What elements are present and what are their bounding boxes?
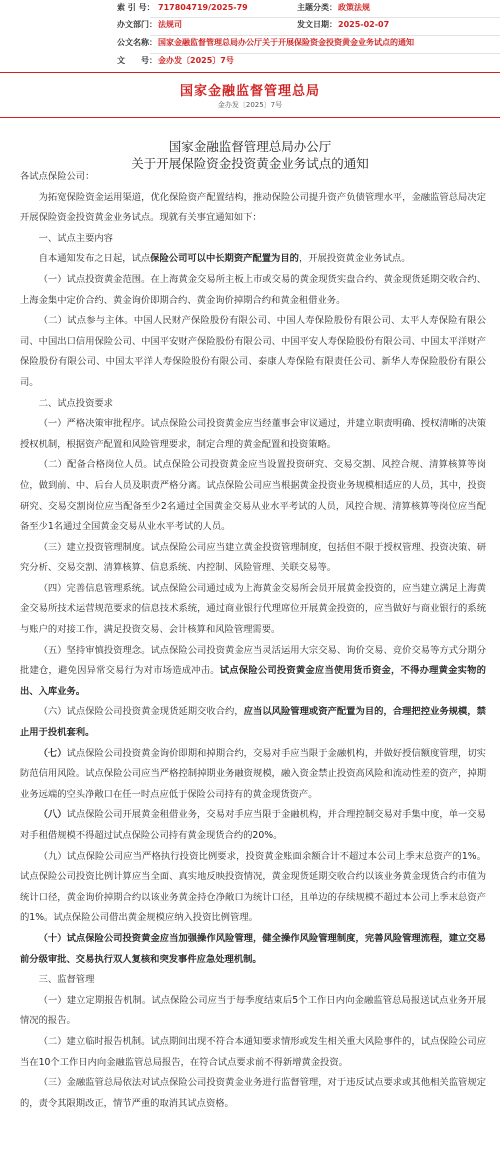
text-run-bold: 试点保险公司投资黄金应当使用货币资金，不得办理黄金实物的出、入库业务。 bbox=[20, 665, 486, 697]
meta-value-number: 金办发〔2025〕7号 bbox=[158, 56, 234, 65]
text-run-bold: 保险公司可以中长期资产配置为目的 bbox=[150, 253, 299, 265]
meta-value-department: 法规司 bbox=[158, 20, 182, 29]
meta-label-category: 主题分类： bbox=[297, 3, 337, 12]
section2-item-7 bbox=[20, 744, 486, 806]
meta-label-index: 索 引 号： bbox=[117, 3, 155, 12]
text-run-bold: （十） bbox=[38, 932, 67, 944]
section2-item-5 bbox=[20, 641, 486, 703]
intro-paragraph: 为拓宽保险资金运用渠道，优化保险资产配置结构，推动保险公司提升资产负债管理水平，金融监管总局决定开展保险资金投资黄金业务试点。现就有关事宜通知如下： bbox=[20, 191, 486, 224]
meta-row-number bbox=[0, 53, 500, 69]
section1-item-1: （一）试点投资黄金范围。在上海黄金交易所主板上市或交易的黄金现货实盘合约、黄金现货延期交收合约、上海金集中定价合约、黄金询价即期合约、黄金询价掉期合约和黄金租借业务。 bbox=[20, 273, 486, 306]
meta-row-name bbox=[0, 35, 500, 51]
meta-value-category: 政策法规 bbox=[338, 3, 370, 12]
section1-item-2: （二）试点参与主体。中国人民财产保险股份有限公司、中国人寿保险股份有限公司、太平人寿保险有限公司、中国出口信用保险公司、中国平安财产保险股份有限公司、中国平安人寿保险股份有限公司、中国太平洋财产保险股份有限公司、中国太平洋人寿保险股份有限公司、泰康人寿保险有限责任公司、新华人寿保险股份有限公司。 bbox=[20, 315, 486, 388]
text-run: （五）坚持审慎投资理念。试点保险公司投资黄金应当灵活运用大宗交易、询价交易、竞价交易等方式分期分批建仓，避免因异常交易行为对市场造成冲击。 bbox=[20, 644, 486, 677]
section-heading-1: 一、试点主要内容 bbox=[38, 232, 113, 244]
doc-number: 金办发〔2025〕7号 bbox=[217, 101, 283, 109]
meta-label-department: 办文部门： bbox=[117, 20, 157, 29]
issuing-org-title: 国家金融监督管理总局 bbox=[179, 84, 320, 99]
text-run-bold: 应当以风险管理或资产配置为目的，合理把控业务规模，禁止用于投机套利。 bbox=[20, 706, 486, 739]
text-run: 试点保险公司投资黄金询价即期和掉期合约，交易对手应当限于金融机构，并做好授信额度管理，切实防范信用风险。试点保险公司应当严格控制掉期业务融资规模，融入资金禁止投资高风险和流动性差的资产，掉期业务远端的空头净敞口在任一时点应低于保险公司持有的黄金现货资产。 bbox=[20, 747, 486, 800]
notice-title-line2: 关于开展保险资金投资黄金业务试点的通知 bbox=[131, 156, 369, 171]
section2-item-8 bbox=[20, 805, 486, 846]
text-run-bold: （七） bbox=[38, 747, 67, 759]
text-run-bold: （八） bbox=[38, 809, 67, 821]
notice-body bbox=[20, 167, 486, 1114]
meta-row-department bbox=[0, 17, 500, 33]
section3-item-2: （二）建立临时报告机制。试点期间出现不符合本通知要求情形或发生相关重大风险事件的，试点保险公司应当在10个工作日内向金融监管总局报告，在符合试点要求前不得新增黄金投资。 bbox=[20, 1035, 486, 1068]
meta-value-name: 国家金融监督管理总局办公厅关于开展保险资金投资黄金业务试点的通知 bbox=[158, 38, 414, 47]
section2-item-10 bbox=[20, 929, 486, 970]
meta-label-date: 发文日期： bbox=[297, 20, 337, 29]
text-run: 试点保险公司开展黄金租借业务，交易对手应当限于金融机构，并合理控制交易对手集中度，单一交易对手租借规模不得超过试点保险公司持有黄金现货合约的20%。 bbox=[20, 809, 486, 841]
section2-item-4: （四）完善信息管理系统。试点保险公司通过成为上海黄金交易所会员开展黄金投资的，应当建立满足上海黄金交易所技术运营规范要求的信息技术系统，通过商业银行代理席位开展黄金投资的，应当做好与商业银行的系统与账户的对接工作，满足投资交易、会计核算和风险管理需要。 bbox=[20, 582, 486, 636]
section2-item-9: （九）试点保险公司应当严格执行投资比例要求，投资黄金账面余额合计不超过本公司上季末总资产的1%。试点保险公司投资比例计算应当全面、真实地反映投资情况，黄金现货延期交收合约以该业务黄金现货合约市值为统计口径，黄金询价掉期合约以该业务黄金持仓净敞口为统计口径，且单边的存续规模不超过本公司上季末总资产的1%。试点保险公司借出黄金规模应纳入投资比例管理。 bbox=[20, 850, 486, 924]
text-run: ，开展投资黄金业务试点。 bbox=[298, 253, 411, 265]
section2-item-2: （二）配备合格岗位人员。试点保险公司投资黄金应当设置投资研究、交易交割、风控合规、清算核算等岗位，做到前、中、后台人员及职责严格分离。试点保险公司应当根据黄金投资业务规模相适应的人员，其中，投资研究、交易交割岗位应当配备至少2名通过全国黄金交易从业水平考试的人员，风控合规、清算核算等岗位应当配备至少1名通过全国黄金交易从业水平考试的人员。 bbox=[20, 459, 486, 533]
section2-item-1: （一）严格决策审批程序。试点保险公司投资黄金应当经董事会审议通过，并建立职责明确、授权清晰的决策授权机制，根据资产配置和风险管理要求，制定合理的黄金配置和投资策略。 bbox=[20, 418, 486, 450]
header-top-rule bbox=[0, 72, 500, 73]
text-run: （六）试点保险公司投资黄金现货延期交收合约， bbox=[38, 706, 244, 718]
meta-row-index bbox=[0, 0, 500, 16]
section-heading-2: 二、试点投资要求 bbox=[38, 397, 113, 409]
section2-item-6 bbox=[20, 702, 486, 743]
section2-item-3: （三）建立投资管理制度。试点保险公司应当建立黄金投资管理制度，包括但不限于授权管理、投资决策、研究分析、交易交割、清算核算、信息系统、内控制、风险管理、关联交易等。 bbox=[20, 541, 486, 574]
section1-lead bbox=[20, 249, 486, 270]
meta-value-date: 2025-02-07 bbox=[338, 20, 390, 29]
header-bottom-rule bbox=[0, 117, 500, 118]
document-metadata bbox=[0, 0, 500, 72]
text-run-bold: 试点保险公司投资黄金应当加强操作风险管理，健全操作风险管理制度，完善风险管理流程，建立交易前分级审批、交易执行双人复核和突发事件应急处理机制。 bbox=[20, 932, 486, 965]
salutation: 各试点保险公司： bbox=[20, 171, 95, 182]
meta-label-name: 公文名称： bbox=[117, 38, 157, 47]
section-heading-3: 三、监督管理 bbox=[38, 974, 95, 986]
text-run: 自本通知发布之日起，试点 bbox=[38, 253, 151, 265]
section3-item-3: （三）金融监管总局依法对试点保险公司投资黄金业务进行监督管理，对于违反试点要求或其他相关监管规定的，责令其限期改正，情节严重的取消其试点资格。 bbox=[20, 1077, 486, 1109]
meta-label-number: 文 号： bbox=[117, 56, 157, 65]
section3-item-1: （一）建立定期报告机制。试点保险公司应当于每季度结束后5个工作日内向金融监管总局报送试点业务开展情况的报告。 bbox=[20, 994, 486, 1027]
meta-value-index: 717804719/2025-79 bbox=[158, 3, 248, 12]
notice-title-line1: 国家金融监督管理总局办公厅 bbox=[168, 139, 332, 154]
